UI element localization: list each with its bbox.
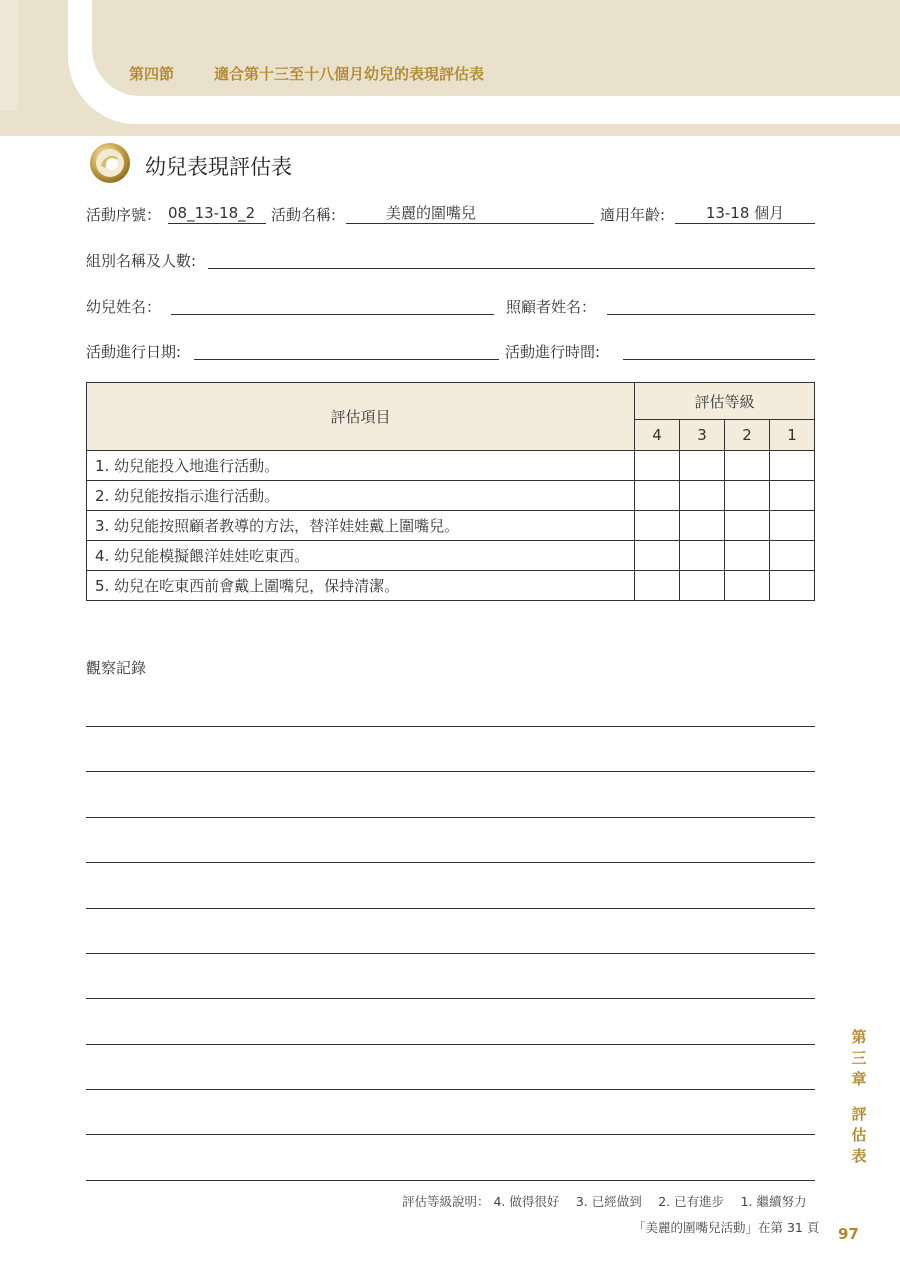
caregiver-name-field[interactable] xyxy=(607,294,815,315)
score-box[interactable] xyxy=(725,451,770,481)
observation-line[interactable] xyxy=(86,953,815,954)
observation-line[interactable] xyxy=(86,862,815,863)
child-name-label: 幼兒姓名： xyxy=(86,298,162,316)
evaluation-table xyxy=(86,382,815,601)
chapter-char: 三 xyxy=(851,1049,867,1067)
score-box[interactable] xyxy=(635,541,680,571)
score-box[interactable] xyxy=(635,511,680,541)
score-box[interactable] xyxy=(680,571,725,601)
activity-no-field: 08_13-18_2 xyxy=(168,203,266,224)
observation-label: 觀察記錄 xyxy=(86,659,147,677)
score-box[interactable] xyxy=(680,451,725,481)
observation-line[interactable] xyxy=(86,726,815,727)
grade-2-header: 2 xyxy=(725,420,770,451)
chapter-char: 表 xyxy=(851,1147,867,1165)
observation-line[interactable] xyxy=(86,998,815,999)
chapter-char: 評 xyxy=(851,1105,867,1123)
observation-line[interactable] xyxy=(86,908,815,909)
activity-name-field xyxy=(346,203,594,224)
table-row xyxy=(87,511,815,541)
chapter-gap xyxy=(847,1090,871,1104)
activity-name-label: 活動名稱: xyxy=(271,206,337,224)
gold-circle-icon xyxy=(89,142,131,184)
score-box[interactable] xyxy=(680,511,725,541)
score-box[interactable] xyxy=(725,541,770,571)
table-row xyxy=(87,571,815,601)
section-label: 第四節 xyxy=(129,65,175,83)
section-title: 適合第十三至十八個月幼兒的表現評估表 xyxy=(214,65,485,83)
score-box[interactable] xyxy=(635,451,680,481)
age-field: 13-18 個月 xyxy=(675,203,815,224)
activity-reference: 「美麗的圍嘴兒活動」在第 31 頁 xyxy=(633,1220,820,1235)
caregiver-name-label: 照顧者姓名： xyxy=(506,298,597,316)
group-label: 組別名稱及人數: xyxy=(86,252,197,270)
score-box[interactable] xyxy=(725,481,770,511)
activity-no-label: 活動序號： xyxy=(86,206,162,224)
item-text: 5. 幼兒在吃東西前會戴上圍嘴兒，保持清潔。 xyxy=(87,571,635,601)
activity-name-value: 美麗的圍嘴兒 xyxy=(386,204,477,222)
grade-3-header: 3 xyxy=(680,420,725,451)
observation-line[interactable] xyxy=(86,771,815,772)
score-box[interactable] xyxy=(680,481,725,511)
time-field[interactable] xyxy=(623,339,815,360)
chapter-char: 章 xyxy=(851,1070,867,1088)
score-box[interactable] xyxy=(680,541,725,571)
item-text: 2. 幼兒能按指示進行活動。 xyxy=(87,481,635,511)
chapter-tab xyxy=(847,1027,871,1167)
item-text: 1. 幼兒能投入地進行活動。 xyxy=(87,451,635,481)
grade-1-header: 1 xyxy=(770,420,815,451)
group-field[interactable] xyxy=(208,248,815,269)
score-box[interactable] xyxy=(770,451,815,481)
side-strip xyxy=(0,0,18,110)
observation-line[interactable] xyxy=(86,1134,815,1135)
item-text: 4. 幼兒能模擬餵洋娃娃吃東西。 xyxy=(87,541,635,571)
child-name-field[interactable] xyxy=(171,294,494,315)
observation-line[interactable] xyxy=(86,1044,815,1045)
score-box[interactable] xyxy=(770,481,815,511)
grade-legend: 評估等級說明： 4. 做得很好 3. 已經做到 2. 已有進步 1. 繼續努力 xyxy=(402,1194,807,1209)
score-box[interactable] xyxy=(770,571,815,601)
grade-header: 評估等級 xyxy=(635,383,815,420)
score-box[interactable] xyxy=(635,481,680,511)
date-label: 活動進行日期: xyxy=(86,343,182,361)
observation-line[interactable] xyxy=(86,1180,815,1181)
chapter-char: 估 xyxy=(851,1126,867,1144)
score-box[interactable] xyxy=(770,511,815,541)
table-row xyxy=(87,481,815,511)
observation-line[interactable] xyxy=(86,1089,815,1090)
time-label: 活動進行時間: xyxy=(505,343,601,361)
score-box[interactable] xyxy=(635,571,680,601)
page-title: 幼兒表現評估表 xyxy=(145,155,292,179)
table-row xyxy=(87,451,815,481)
date-field[interactable] xyxy=(194,339,499,360)
observation-line[interactable] xyxy=(86,817,815,818)
item-text: 3. 幼兒能按照顧者教導的方法，替洋娃娃戴上圍嘴兒。 xyxy=(87,511,635,541)
grade-4-header: 4 xyxy=(635,420,680,451)
score-box[interactable] xyxy=(770,541,815,571)
score-box[interactable] xyxy=(725,511,770,541)
table-row xyxy=(87,541,815,571)
page-number: 97 xyxy=(838,1225,859,1243)
score-box[interactable] xyxy=(725,571,770,601)
chapter-char: 第 xyxy=(851,1028,867,1046)
age-label: 適用年齡: xyxy=(600,206,666,224)
item-header: 評估項目 xyxy=(87,383,635,451)
